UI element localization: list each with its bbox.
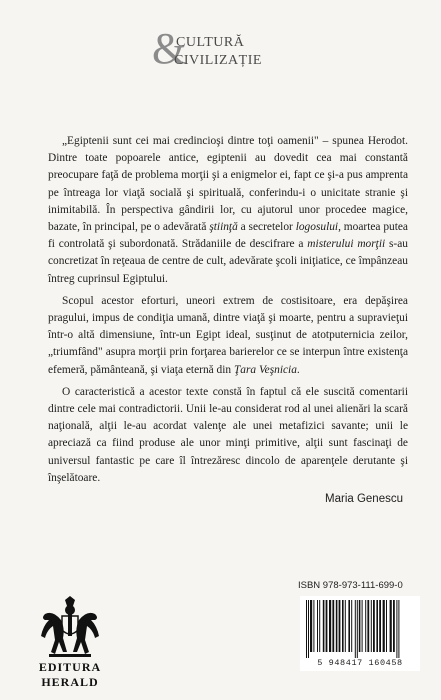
barcode-bar: [357, 600, 358, 658]
paragraph-3: O caracteristică a acestor texte constă în faptul că ele suscită comentarii dintre cele mai contradictorii. Unii le-au considerat rod al unei alienări la scară naţională, alţii le-au acordat valenţe ale unei metafizici savante; unii le apreciază ca fiind produse ale unor minţi primitive, alţii sunt fascinaţi de universul fantastic pe care îl întrezăresc dincolo de aparenţele derutante şi înşelătoare.: [48, 385, 408, 484]
barcode-bar: [317, 600, 318, 652]
barcode-bar: [336, 600, 338, 652]
rearing-horses-emblem-icon: [35, 596, 105, 658]
publisher-name-line2: HERALD: [41, 675, 99, 689]
barcode-bar: [313, 600, 314, 652]
isbn: ISBN 978-973-111-699-0: [298, 580, 403, 591]
barcode-bar: [379, 600, 381, 652]
barcode-bar: [348, 600, 350, 652]
barcode-bar: [326, 600, 328, 652]
italic-term: logosului: [295, 221, 339, 234]
barcode-bar: [371, 600, 372, 652]
barcode-bar: [310, 600, 312, 652]
paragraph-1: „Egiptenii sunt cei mai credincioşi dintre toţi oamenii" – spunea Herodot. Dintre toate popoarele antice, egiptenii au dovedit cea mai constantă preocupare faţă de problema morţii şi a enigmelor ei, fapt ce şi-a pus amprenta pe întreaga lor viaţă socială şi spirituală, conferindu-i o unicitate stranie şi inimitabilă. În perspectiva gândirii lor, cu ajutorul unor procedee magice, bazate, în principal, pe o adevărată ştiinţă a secretelor logosului, moartea putea fi controlată şi subordonată. Strădaniile de descifrare a misterului morţii s-au concretizat în reţeaua de centre de cult, adevărate şcoli iniţiatice, ce împânzeau întreg cuprinsul Egiptului.: [48, 135, 408, 285]
italic-term: ştiinţă: [209, 221, 238, 234]
paragraph-2: Scopul acestor eforturi, uneori extrem de costisitoare, era depăşirea pragului, impus de condiţia umană, dintre viaţă şi moarte, pentru a supravieţui într-o altă dimensiune, într-un Egipt ideal, susţinut de atotputernicia zeilor, „triumfând" asupra morţii prin forţarea barierelor ce se interpun între existenţa efemeră, pământeană, şi viaţa eternă din Ţara Veşnicia.: [48, 294, 408, 376]
barcode-bar: [355, 600, 356, 658]
barcode-bar: [393, 600, 395, 652]
barcode-bars: [306, 600, 416, 658]
italic-term: misterului morţii: [307, 238, 386, 251]
barcode-bar: [383, 600, 385, 652]
series-title-line1: CULTURĂ: [176, 35, 245, 50]
series-logo: [152, 24, 292, 77]
barcode-bar: [396, 600, 397, 658]
barcode-bar: [359, 600, 361, 652]
series-ampersand: &: [152, 24, 187, 73]
barcode-bar: [398, 600, 399, 658]
barcode-bar: [345, 600, 346, 652]
barcode-bar: [329, 600, 331, 652]
barcode-bar: [376, 600, 378, 652]
back-cover-text: [48, 133, 408, 492]
barcode-bar: [362, 600, 363, 652]
barcode: [300, 596, 420, 671]
italic-term: Ţara Veşnicia: [233, 363, 297, 376]
series-title-line2: CIVILIZAȚIE: [174, 53, 262, 68]
barcode-bar: [386, 600, 387, 652]
barcode-bar: [319, 600, 320, 652]
barcode-bar: [365, 600, 366, 652]
barcode-bar: [390, 600, 392, 652]
barcode-digits: 5 948417 160458: [317, 658, 403, 668]
barcode-bar: [323, 600, 325, 652]
barcode-bar: [339, 600, 341, 652]
barcode-bar: [367, 600, 369, 652]
author-name: Maria Genescu: [325, 493, 403, 505]
barcode-bar: [332, 600, 334, 652]
barcode-bar: [342, 600, 344, 652]
barcode-bar: [308, 600, 309, 658]
publisher-name-line1: EDITURA: [38, 660, 102, 674]
barcode-bar: [306, 600, 307, 658]
publisher-logo: [30, 596, 110, 696]
barcode-bar: [351, 600, 352, 652]
barcode-bar: [373, 600, 375, 652]
